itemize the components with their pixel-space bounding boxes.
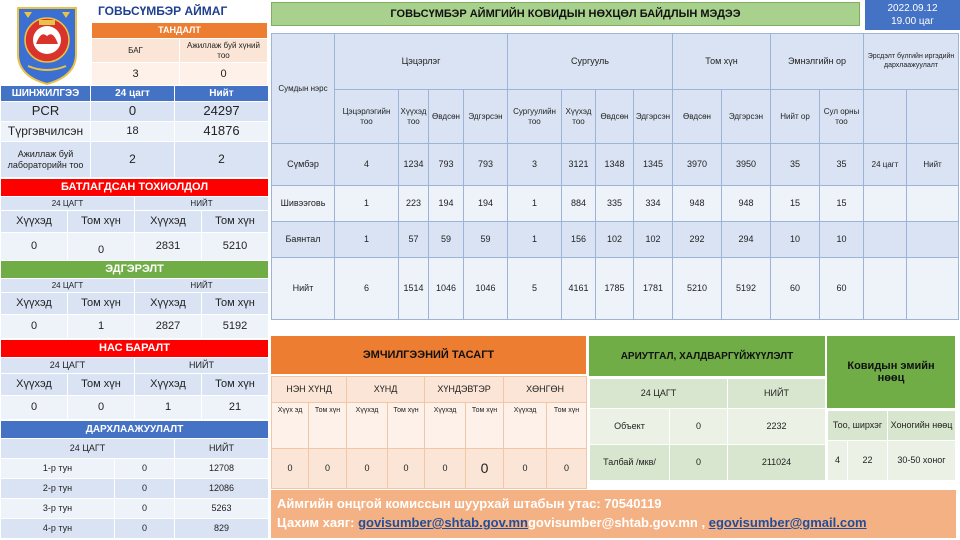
- deaths-value: 1: [135, 396, 202, 420]
- cell: 6: [335, 258, 399, 320]
- hospital-value: 0: [309, 449, 347, 489]
- disinfection-row-label: Талбай /мкв/: [590, 445, 670, 481]
- cell-empty: [864, 186, 907, 222]
- hospital-value: 0: [272, 449, 309, 489]
- deaths-col: Хүүхэд: [1, 374, 68, 396]
- cell: 292: [673, 222, 722, 258]
- tests-row-total: 24297: [175, 102, 269, 122]
- cell: 3121: [562, 144, 596, 186]
- tests-row-day: 2: [91, 142, 175, 178]
- hospital-sub: Том хүн: [388, 403, 425, 449]
- cell: 1514: [399, 258, 429, 320]
- vaccination-row: [1, 519, 269, 539]
- group-hospital-bed: Эмнэлгийн ор: [771, 34, 864, 90]
- confirmed-table: [0, 178, 269, 261]
- sub-col-irgen-day: [864, 90, 907, 144]
- main-title: ГОВЬСҮМБЭР АЙМГИЙН КОВИДЫН НӨХЦӨЛ БАЙДЛЫН МЭДЭЭ: [271, 2, 860, 26]
- medicine-table: [827, 410, 956, 481]
- vaccination-col-total: НИЙТ: [175, 439, 269, 459]
- tests-row: [1, 142, 269, 178]
- recovered-group-day: 24 ЦАГТ: [1, 279, 135, 293]
- sub-col: Өвдсөн: [673, 90, 722, 144]
- irgen-day-label: 24 цагт: [864, 144, 907, 186]
- disinfection-row-total: 2232: [728, 409, 826, 445]
- col-soum-name: Сумдын нэрс: [272, 34, 335, 144]
- recovered-title: ЭДГЭРЭЛТ: [1, 261, 269, 279]
- irgen-total-label: Нийт: [907, 144, 959, 186]
- vaccination-col-day: 24 ЦАГТ: [1, 439, 175, 459]
- cell: 1: [335, 222, 399, 258]
- table-row: [272, 222, 959, 258]
- cell: 3: [508, 144, 562, 186]
- cell: 1234: [399, 144, 429, 186]
- soum-name: Нийт: [272, 258, 335, 320]
- cell: 5210: [673, 258, 722, 320]
- cell: 1785: [596, 258, 634, 320]
- cell: 60: [820, 258, 864, 320]
- confirmed-group-total: НИЙТ: [135, 197, 269, 211]
- tests-row-label: Түргэвчилсэн: [1, 122, 91, 142]
- tandalt-table: [91, 22, 268, 87]
- cell-empty: [907, 186, 959, 222]
- hospital-value: 0: [347, 449, 388, 489]
- medicine-value: 22: [848, 441, 888, 481]
- cell: 1: [335, 186, 399, 222]
- cell: 1046: [464, 258, 508, 320]
- vaccination-row-label: 1-р тун: [1, 459, 115, 479]
- tests-row-day: 18: [91, 122, 175, 142]
- cell: 35: [771, 144, 820, 186]
- cell: 948: [722, 186, 771, 222]
- contact-footer: [271, 490, 956, 538]
- confirmed-value: 2831: [135, 233, 202, 261]
- cell: 57: [399, 222, 429, 258]
- table-row: [272, 258, 959, 320]
- cell: 334: [634, 186, 673, 222]
- cell-empty: [864, 258, 907, 320]
- sub-col: Эдгэрсэн: [464, 90, 508, 144]
- recovered-table: [0, 260, 269, 339]
- cell: 102: [634, 222, 673, 258]
- hospital-sub: Том хүн: [466, 403, 504, 449]
- cell: 5: [508, 258, 562, 320]
- tests-col-total: Нийт: [175, 86, 269, 102]
- vaccination-row-day: 0: [115, 479, 175, 499]
- vaccination-row-total: 12086: [175, 479, 269, 499]
- sub-col: Сургуулийн тоо: [508, 90, 562, 144]
- cell: 335: [596, 186, 634, 222]
- medicine-value: 30-50 хоног: [888, 441, 956, 481]
- disinfection-row: [590, 445, 826, 481]
- deaths-title: НАС БАРАЛТ: [1, 340, 269, 358]
- sub-col: Өвдсөн: [429, 90, 464, 144]
- soum-name: Шивээговь: [272, 186, 335, 222]
- tandalt-col-bag: БАГ: [92, 39, 180, 63]
- aimag-title: ГОВЬСҮМБЭР АЙМАГ: [98, 4, 228, 19]
- recovered-group-total: НИЙТ: [135, 279, 269, 293]
- cell: 3970: [673, 144, 722, 186]
- contact-phone: Аймгийн онцгой комиссын шуурхай штабын утас: 70540119: [277, 496, 662, 511]
- contact-emails: [277, 513, 950, 532]
- confirmed-col: Хүүхэд: [1, 211, 68, 233]
- cell: 10: [771, 222, 820, 258]
- cell: 194: [429, 186, 464, 222]
- deaths-group-total: НИЙТ: [135, 358, 269, 374]
- confirmed-title: БАТЛАГДСАН ТОХИОЛДОЛ: [1, 179, 269, 197]
- recovered-value: 1: [68, 315, 135, 339]
- email-separator: ,: [697, 515, 709, 530]
- confirmed-value: 0: [1, 233, 68, 261]
- hospital-sub: Хүүхэд: [504, 403, 547, 449]
- disinfection-table: [589, 378, 826, 481]
- tests-row-total: 41876: [175, 122, 269, 142]
- cell: 1: [508, 186, 562, 222]
- hospital-title: ЭМЧИЛГЭЭНИЙ ТАСАГТ: [271, 336, 586, 374]
- hospital-sub: Хүүхэд: [425, 403, 466, 449]
- tandalt-col-workers: Ажиллаж буй хүний тоо: [180, 39, 268, 63]
- disinfection-row-total: 211024: [728, 445, 826, 481]
- recovered-value: 0: [1, 315, 68, 339]
- tests-row-day: 0: [91, 102, 175, 122]
- tandalt-val-workers: 0: [180, 63, 268, 87]
- sub-col: Сул орны тоо: [820, 90, 864, 144]
- cell: 1046: [429, 258, 464, 320]
- deaths-group-day: 24 ЦАГТ: [1, 358, 135, 374]
- cell: 59: [464, 222, 508, 258]
- vaccination-table: [0, 420, 269, 539]
- deaths-col: Том хүн: [68, 374, 135, 396]
- cell: 60: [771, 258, 820, 320]
- email-link-egov[interactable]: egovisumber@gmail.com: [708, 515, 867, 530]
- aimag-emblem-icon: [14, 4, 80, 86]
- confirmed-col: Том хүн: [68, 211, 135, 233]
- hospital-group: ХҮНД: [347, 377, 425, 403]
- recovered-col: Том хүн: [68, 293, 135, 315]
- vaccination-row-label: 2-р тун: [1, 479, 115, 499]
- cell: 1: [508, 222, 562, 258]
- sub-col: Эдгэрсэн: [722, 90, 771, 144]
- confirmed-value: 5210: [202, 233, 269, 261]
- cell-empty: [907, 258, 959, 320]
- disinfection-row-label: Объект: [590, 409, 670, 445]
- recovered-col: Том хүн: [202, 293, 269, 315]
- table-row: [272, 144, 959, 186]
- deaths-table: [0, 339, 269, 420]
- medicine-title: Ковидын эмийн нөөц: [827, 336, 955, 408]
- tandalt-title: ТАНДАЛТ: [92, 23, 268, 39]
- disinfection-title: АРИУТГАЛ, ХАЛДВАРГҮЙЖҮҮЛЭЛТ: [589, 336, 825, 376]
- cell: 1781: [634, 258, 673, 320]
- tandalt-val-bag: 3: [92, 63, 180, 87]
- confirmed-col: Хүүхэд: [135, 211, 202, 233]
- recovered-col: Хүүхэд: [1, 293, 68, 315]
- vaccination-row-label: 3-р тун: [1, 499, 115, 519]
- cell: 15: [771, 186, 820, 222]
- cell: 884: [562, 186, 596, 222]
- deaths-value: 0: [68, 396, 135, 420]
- group-kindergarten: Цэцэрлэг: [335, 34, 508, 90]
- tests-row: [1, 102, 269, 122]
- tests-title: ШИНЖИЛГЭЭ: [1, 86, 91, 102]
- report-time: 19.00 цаг: [891, 16, 934, 27]
- vaccination-row: [1, 499, 269, 519]
- cell: 5192: [722, 258, 771, 320]
- cell: 793: [429, 144, 464, 186]
- cell: 15: [820, 186, 864, 222]
- cell: 1348: [596, 144, 634, 186]
- confirmed-col: Том хүн: [202, 211, 269, 233]
- soum-name: Баянтал: [272, 222, 335, 258]
- cell: 793: [464, 144, 508, 186]
- vaccination-row: [1, 479, 269, 499]
- hospital-sub: Хүүхэд: [347, 403, 388, 449]
- cell: 223: [399, 186, 429, 222]
- sub-col-irgen-total: [907, 90, 959, 144]
- disinfection-col-day: 24 ЦАГТ: [590, 379, 728, 409]
- cell: 10: [820, 222, 864, 258]
- report-date: 2022.09.12: [887, 3, 938, 14]
- cell: 35: [820, 144, 864, 186]
- hospital-group: ХҮНДЭВТЭР: [425, 377, 504, 403]
- sub-col: Өвдсөн: [596, 90, 634, 144]
- cell: 156: [562, 222, 596, 258]
- disinfection-row-day: 0: [670, 445, 728, 481]
- sub-col: Цэцэрлэгийн тоо: [335, 90, 399, 144]
- hospital-value: 0: [466, 449, 504, 489]
- cell-empty: [864, 222, 907, 258]
- cell: 4: [335, 144, 399, 186]
- vaccination-row-day: 0: [115, 519, 175, 539]
- contact-email-label: Цахим хаяг:: [277, 515, 359, 530]
- email-text-shtab: govisumber@shtab.gov.mn: [527, 515, 698, 530]
- medicine-col-days: Хоногийн нөөц: [888, 411, 956, 441]
- group-school: Сургууль: [508, 34, 673, 90]
- sub-col: Хүүхэд тоо: [399, 90, 429, 144]
- medicine-col-count: Тоо, ширхэг: [828, 411, 888, 441]
- hospital-group: НЭН ХҮНД: [272, 377, 347, 403]
- cell: 102: [596, 222, 634, 258]
- disinfection-row-day: 0: [670, 409, 728, 445]
- vaccination-title: ДАРХЛААЖУУЛАЛТ: [1, 421, 269, 439]
- table-row: [272, 186, 959, 222]
- hospital-sub: Том хүн: [309, 403, 347, 449]
- tests-row-label: Ажиллаж буй лабораторийн тоо: [1, 142, 91, 178]
- cell: 294: [722, 222, 771, 258]
- group-risk-vaccination: Эрсдэлт бүлгийн иргэдийн дархлаажуулалт: [864, 34, 959, 90]
- cell: 4161: [562, 258, 596, 320]
- deaths-col: Хүүхэд: [135, 374, 202, 396]
- hospital-table: [271, 376, 587, 489]
- tests-row-label: PCR: [1, 102, 91, 122]
- hospital-value: 0: [504, 449, 547, 489]
- tests-table: [0, 85, 269, 178]
- medicine-value: 4: [828, 441, 848, 481]
- soum-name: Сүмбэр: [272, 144, 335, 186]
- cell: 948: [673, 186, 722, 222]
- tests-row: [1, 122, 269, 142]
- vaccination-row: [1, 459, 269, 479]
- vaccination-row-total: 12708: [175, 459, 269, 479]
- deaths-value: 21: [202, 396, 269, 420]
- hospital-value: 0: [547, 449, 587, 489]
- recovered-value: 2827: [135, 315, 202, 339]
- recovered-value: 5192: [202, 315, 269, 339]
- sub-col: Нийт ор: [771, 90, 820, 144]
- hospital-group: ХӨНГӨН: [504, 377, 587, 403]
- cell: 3950: [722, 144, 771, 186]
- sub-col: Хүүхэд тоо: [562, 90, 596, 144]
- vaccination-row-day: 0: [115, 499, 175, 519]
- cell: 194: [464, 186, 508, 222]
- sub-col: Эдгэрсэн: [634, 90, 673, 144]
- disinfection-row: [590, 409, 826, 445]
- vaccination-row-total: 5263: [175, 499, 269, 519]
- vaccination-row-label: 4-р тун: [1, 519, 115, 539]
- hospital-value: 0: [388, 449, 425, 489]
- hospital-value: 0: [425, 449, 466, 489]
- tests-row-total: 2: [175, 142, 269, 178]
- hospital-sub: Том хүн: [547, 403, 587, 449]
- deaths-col: Том хүн: [202, 374, 269, 396]
- tests-col-day: 24 цагт: [91, 86, 175, 102]
- cell: 1345: [634, 144, 673, 186]
- vaccination-row-day: 0: [115, 459, 175, 479]
- email-link-shtab[interactable]: govisumber@shtab.gov.mn: [358, 515, 528, 530]
- date-box: [865, 0, 960, 30]
- confirmed-group-day: 24 ЦАГТ: [1, 197, 135, 211]
- disinfection-col-total: НИЙТ: [728, 379, 826, 409]
- vaccination-row-total: 829: [175, 519, 269, 539]
- deaths-value: 0: [1, 396, 68, 420]
- confirmed-value: 0: [68, 233, 135, 261]
- cell: 59: [429, 222, 464, 258]
- hospital-sub: Хүүх эд: [272, 403, 309, 449]
- soum-stats-table: [271, 33, 959, 320]
- cell-empty: [907, 222, 959, 258]
- group-adult: Том хүн: [673, 34, 771, 90]
- recovered-col: Хүүхэд: [135, 293, 202, 315]
